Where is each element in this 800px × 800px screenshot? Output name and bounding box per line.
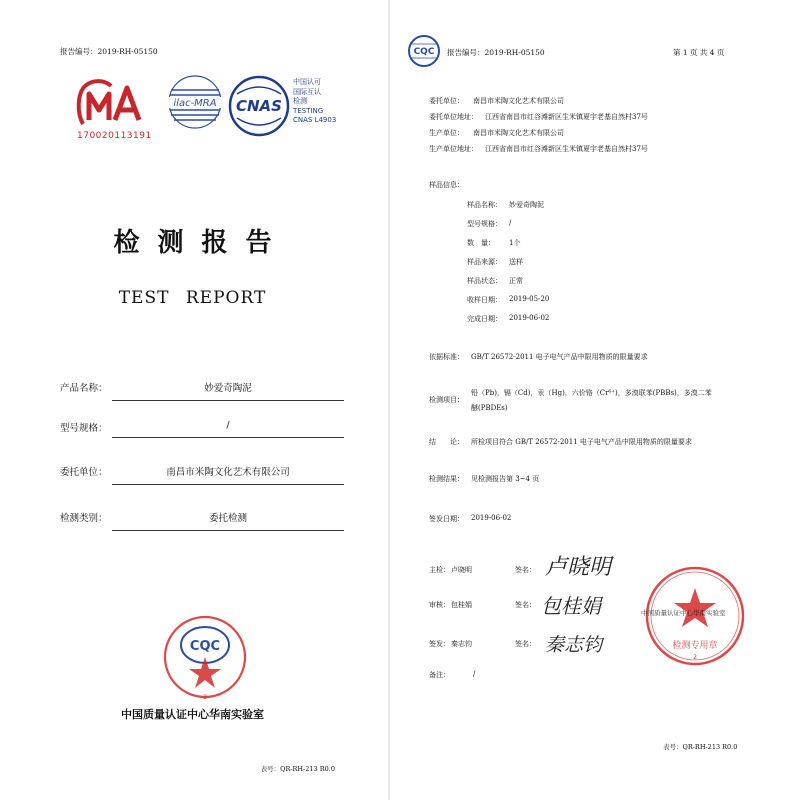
field-value-model: / <box>112 420 344 438</box>
field-label-test-type: 检测类别： <box>60 513 108 524</box>
producer-label: 生产单位： <box>429 129 464 137</box>
svg-text:CQC: CQC <box>189 639 221 654</box>
signer-role: 审核： <box>429 601 450 609</box>
page-divider <box>388 0 390 800</box>
sample-label: 样品来源： <box>467 258 502 266</box>
accreditation-logos <box>75 74 365 174</box>
svg-text:检测专用章: 检测专用章 <box>672 641 718 651</box>
ilac-mra-logo-icon <box>165 74 225 134</box>
result-value: 见检测报告第 3~4 页 <box>471 475 540 483</box>
items-label: 检测项目： <box>429 396 464 404</box>
signer-name: 卢晓明 <box>451 566 472 574</box>
report-cover-page <box>0 22 385 792</box>
sample-value: 妙爱奇陶泥 <box>509 201 544 209</box>
client-label: 委托单位： <box>429 97 464 105</box>
field-value-product: 妙爱奇陶泥 <box>112 380 344 401</box>
report-title-en: TEST REPORT <box>118 288 267 308</box>
sample-value: 2019-05-20 <box>509 295 550 303</box>
page-info: 第 1 页 共 4 页 <box>673 48 725 57</box>
cnas-logo-icon <box>227 74 291 138</box>
signature-3: 秦志钧 <box>545 634 603 656</box>
signer-name: 秦志钧 <box>451 640 472 648</box>
conclusion-label: 结 论： <box>429 438 464 446</box>
field-value-client: 南昌市米陶文化艺术有限公司 <box>112 464 344 485</box>
cqc-seal-icon <box>160 607 250 707</box>
cnas-line: 检测 <box>293 97 307 105</box>
client-address-label: 委托单位地址： <box>429 113 478 121</box>
client-value: 南昌市米陶文化艺术有限公司 <box>473 97 564 105</box>
sample-label: 样品状态： <box>467 277 502 285</box>
svg-text:2: 2 <box>693 654 697 661</box>
signer-role: 主检： <box>429 566 450 574</box>
cma-number: 170020113191 <box>77 131 152 141</box>
sample-label: 数 量： <box>467 239 495 247</box>
remark-label: 备注： <box>429 671 450 679</box>
sample-label: 型号规格： <box>467 220 502 228</box>
report-number: 报告编号：2019-RH-05150 <box>60 47 158 56</box>
sign-label: 签名： <box>515 566 536 574</box>
report-title-cn: 检测报告 <box>113 228 290 258</box>
basis-value: GB/T 26572-2011 电子电气产品中限用物质的限量要求 <box>471 353 648 361</box>
sample-value: 送样 <box>509 258 523 266</box>
cqc-logo-icon <box>407 34 441 68</box>
field-value-test-type: 委托检测 <box>112 510 344 531</box>
form-number: 表号：QR-RH-213 R0.0 <box>260 765 335 773</box>
producer-value: 南昌市米陶文化艺术有限公司 <box>473 129 564 137</box>
sign-label: 签名： <box>515 640 536 648</box>
remark-value: / <box>473 670 476 678</box>
field-label-client: 委托单位： <box>60 467 108 478</box>
field-label-product: 产品名称： <box>60 383 108 394</box>
sample-label: 完成日期： <box>467 315 502 323</box>
sample-info-title: 样品信息： <box>429 181 464 189</box>
cnas-accreditation-text <box>293 78 336 126</box>
report-page-1 <box>395 22 797 792</box>
issue-date-label: 签发日期： <box>429 515 464 523</box>
report-number: 报告编号：2019-RH-05150 <box>447 48 545 57</box>
sign-label: 签名： <box>515 601 536 609</box>
svg-text:CQC: CQC <box>413 47 435 57</box>
lab-name: 中国质量认证中心华南实验室 <box>121 708 264 721</box>
signature-1: 卢晓明 <box>545 555 612 580</box>
sample-label: 收样日期： <box>467 296 502 304</box>
seal-text: 中国质量认证中心华南实验室 <box>641 609 726 617</box>
svg-text:ilac-MRA: ilac-MRA <box>173 98 217 109</box>
svg-text:CNAS: CNAS <box>236 97 282 115</box>
sample-label: 样品名称： <box>467 201 502 209</box>
client-address-value: 江西省南昌市红谷滩新区生米镇夏宇老基自然村37号 <box>485 113 648 121</box>
cnas-line: CNAS L4903 <box>293 116 337 124</box>
sample-value: 1个 <box>509 239 521 247</box>
issue-date-value: 2019-06-02 <box>471 514 512 522</box>
cnas-line: TESTING <box>293 106 324 115</box>
form-number: 表号：QR-RH-213 R0.0 <box>663 743 738 751</box>
sample-value: 2019-06-02 <box>509 314 550 322</box>
signature-2: 包桂娟 <box>541 594 601 618</box>
sample-value: 正常 <box>509 277 523 285</box>
signer-name: 包桂娟 <box>451 601 472 609</box>
items-value-line1: 铅（Pb)，镉（Cd)，汞（Hg)，六价铬（Cr⁶⁺)，多溴联苯(PBBs)，多溴二苯 <box>471 389 712 397</box>
sample-value: / <box>509 219 512 227</box>
conclusion-value: 所检项目符合 GB/T 26572-2011 电子电气产品中限用物质的限量要求 <box>471 438 692 446</box>
basis-label: 依据标准： <box>429 353 464 361</box>
result-label: 检测结果： <box>429 475 464 483</box>
producer-address-value: 江西省南昌市红谷滩新区生米镇夏宇老基自然村37号 <box>485 145 648 153</box>
cnas-line: 中国认可 <box>293 78 321 86</box>
svg-text:2: 2 <box>203 694 207 701</box>
items-value-line2: 醚(PBDEs) <box>471 404 508 412</box>
cnas-line: 国际互认 <box>293 87 321 96</box>
cma-logo-icon <box>75 76 147 132</box>
producer-address-label: 生产单位地址： <box>429 145 478 153</box>
field-label-model: 型号规格： <box>60 423 108 434</box>
signer-role: 签发： <box>429 640 450 648</box>
